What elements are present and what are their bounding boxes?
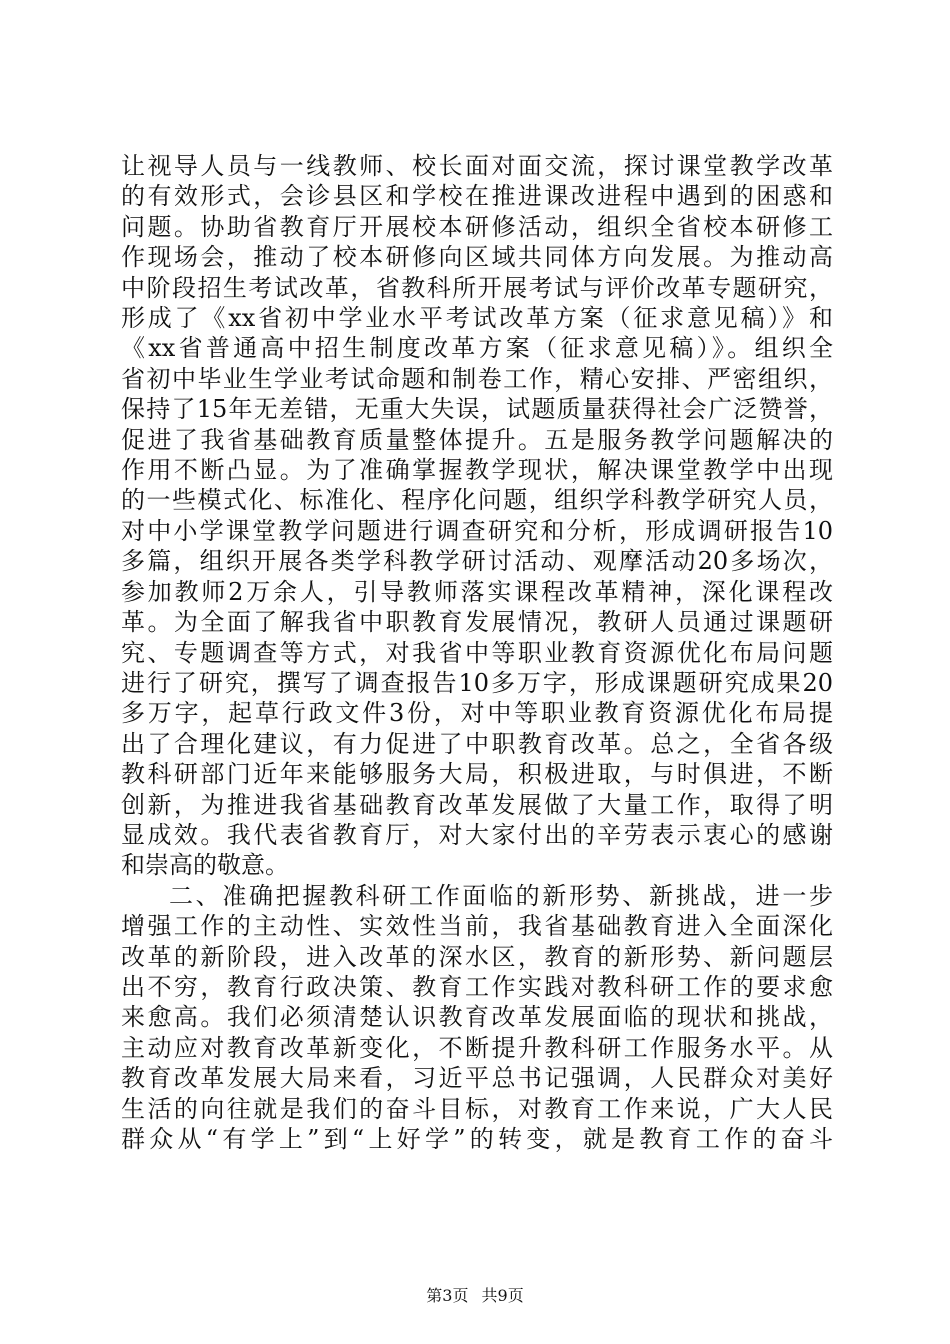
text-line: 作用不断凸显。为了准确掌握教学现状，解决课堂教学中出现	[121, 456, 833, 485]
body-text	[121, 151, 833, 1154]
text-line: 显成效。我代表省教育厅，对大家付出的辛劳表示衷心的感谢	[121, 820, 833, 849]
text-line: 进行了研究，撰写了调查报告10多万字，形成课题研究成果20	[121, 668, 833, 697]
text-line: 多万字，起草行政文件3份，对中等职业教育资源优化布局提	[121, 699, 833, 728]
text-line: 中阶段招生考试改革，省教科所开展考试与评价改革专题研究，	[121, 273, 833, 302]
text-line: 作现场会，推动了校本研修向区域共同体方向发展。为推动高	[121, 243, 833, 272]
text-line: 生活的向往就是我们的奋斗目标，对教育工作来说，广大人民	[121, 1094, 833, 1123]
page-number-total: 共9页	[481, 1286, 524, 1305]
text-line: 对中小学课堂教学问题进行调查研究和分析，形成调研报告10	[121, 516, 833, 545]
text-line: 究、专题调查等方式，对我省中等职业教育资源优化布局问题	[121, 638, 833, 667]
section-heading-line: 二、准确把握教科研工作面临的新形势、新挑战，进一步	[169, 881, 833, 910]
text-line: 来愈高。我们必须清楚认识教育改革发展面临的现状和挑战，	[121, 1003, 833, 1032]
text-line: 创新，为推进我省基础教育改革发展做了大量工作，取得了明	[121, 790, 833, 819]
text-line: 教育改革发展大局来看，习近平总书记强调，人民群众对美好	[121, 1064, 833, 1093]
text-line: 出不穷，教育行政决策、教育工作实践对教科研工作的要求愈	[121, 972, 833, 1001]
text-line: 改革的新阶段，进入改革的深水区，教育的新形势、新问题层	[121, 942, 833, 971]
text-line: 让视导人员与一线教师、校长面对面交流，探讨课堂教学改革	[121, 152, 833, 180]
text-line: 的一些模式化、标准化、程序化问题，组织学科教学研究人员，	[121, 486, 833, 515]
text-line: 的有效形式，会诊县区和学校在推进课改进程中遇到的困惑和	[121, 182, 833, 211]
text-line: 促进了我省基础教育质量整体提升。五是服务教学问题解决的	[121, 425, 833, 454]
text-line: 和崇高的敬意。	[121, 851, 289, 880]
text-line: 教科研部门近年来能够服务大局，积极进取，与时俱进，不断	[121, 760, 833, 789]
page-footer	[0, 1283, 950, 1306]
text-line: 出了合理化建议，有力促进了中职教育改革。总之，全省各级	[121, 729, 833, 758]
text-line: 革。为全面了解我省中职教育发展情况，教研人员通过课题研	[121, 608, 833, 637]
text-line: 参加教师2万余人，引导教师落实课程改革精神，深化课程改	[121, 577, 833, 606]
text-line: 保持了15年无差错，无重大失误，试题质量获得社会广泛赞誉，	[121, 395, 833, 424]
text-line: 多篇，组织开展各类学科教学研讨活动、观摩活动20多场次，	[121, 547, 833, 576]
text-line: 群众从“有学上”到“上好学”的转变，就是教育工作的奋斗	[121, 1125, 833, 1153]
text-line: 《xx省普通高中招生制度改革方案（征求意见稿）》。组织全	[121, 334, 833, 363]
page-number-current: 第3页	[426, 1286, 469, 1305]
text-line: 形成了《xx省初中学业水平考试改革方案（征求意见稿）》和	[121, 304, 833, 333]
text-line: 省初中毕业生学业考试命题和制卷工作，精心安排、严密组织，	[121, 364, 833, 393]
text-line: 主动应对教育改革新变化，不断提升教科研工作服务水平。从	[121, 1033, 833, 1062]
text-line: 问题。协助省教育厅开展校本研修活动，组织全省校本研修工	[121, 212, 833, 241]
text-line: 增强工作的主动性、实效性当前，我省基础教育进入全面深化	[121, 912, 833, 941]
